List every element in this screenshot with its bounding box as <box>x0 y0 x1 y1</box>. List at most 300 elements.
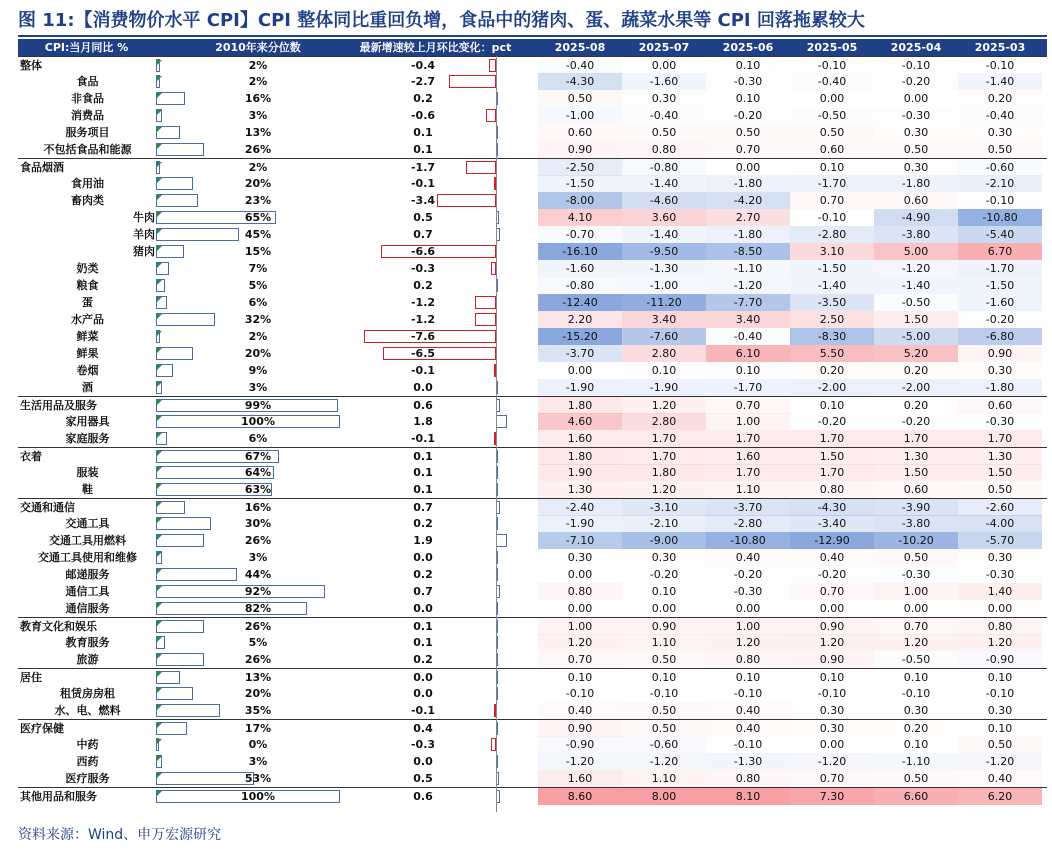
month-value-cell: 0.30 <box>903 126 929 139</box>
month-value-cell: 6.70 <box>958 243 1042 260</box>
table-row <box>18 243 1047 260</box>
header-month-6: 2025-03 <box>974 41 1026 54</box>
month-value-cell: -7.60 <box>622 328 706 345</box>
month-value-cell: 1.40 <box>958 583 1042 600</box>
month-value-cell: -0.20 <box>817 568 847 581</box>
month-value-cell: -1.00 <box>622 277 706 294</box>
month-value-cell: -0.10 <box>817 687 847 700</box>
month-value-cell: -1.70 <box>958 260 1042 277</box>
row-label: 通信服务 <box>65 602 110 615</box>
row-label: 水产品 <box>71 313 104 326</box>
percentile-value: 32% <box>244 313 272 326</box>
month-value-cell: -3.80 <box>874 226 958 243</box>
month-value-cell: 1.20 <box>622 481 706 498</box>
month-value-cell: -7.70 <box>706 294 790 311</box>
month-value-cell: 1.70 <box>958 430 1042 447</box>
percentile-value: 26% <box>244 620 272 633</box>
row-label: 旅游 <box>76 653 99 666</box>
change-value: -0.1 <box>410 432 436 445</box>
row-label: 鞋 <box>82 483 93 496</box>
table-row <box>18 294 1047 311</box>
month-value-cell: 1.00 <box>538 618 622 635</box>
month-value-cell: 1.70 <box>622 448 706 465</box>
month-value-cell: 6.10 <box>706 345 790 362</box>
month-value-cell: 8.10 <box>706 788 790 805</box>
source-note: 资料来源：Wind、申万宏源研究 <box>18 827 222 843</box>
row-label: 猪肉 <box>133 245 155 258</box>
month-value-cell: -1.20 <box>538 753 622 770</box>
month-value-cell: 0.00 <box>987 602 1013 615</box>
month-value-cell: 0.70 <box>874 618 958 635</box>
change-value: 0.0 <box>413 687 433 700</box>
month-value-cell: -1.50 <box>790 260 874 277</box>
month-value-cell: -1.10 <box>874 753 958 770</box>
table-row <box>18 413 1047 430</box>
month-value-cell: 0.80 <box>790 481 874 498</box>
month-value-cell: -0.10 <box>985 194 1015 207</box>
month-value-cell: -0.80 <box>622 159 706 176</box>
table-row <box>18 396 1047 414</box>
change-value: -0.6 <box>410 109 436 122</box>
month-value-cell: -0.40 <box>733 330 763 343</box>
percentile-value: 3% <box>248 755 268 768</box>
row-label: 服装 <box>76 466 99 479</box>
change-value: 0.0 <box>413 755 433 768</box>
month-value-cell: -1.70 <box>706 379 790 396</box>
percentile-value: 7% <box>248 262 268 275</box>
change-value: -2.7 <box>410 75 436 88</box>
percentile-value: 100% <box>241 790 275 803</box>
month-value-cell: 0.40 <box>706 702 790 719</box>
table-row <box>18 141 1047 158</box>
month-value-cell: 8.60 <box>538 788 622 805</box>
table-row <box>18 447 1047 465</box>
percentile-value: 3% <box>248 551 268 564</box>
month-value-cell: 3.40 <box>622 311 706 328</box>
month-value-cell: 0.40 <box>706 720 790 737</box>
month-value-cell: 0.30 <box>987 704 1013 717</box>
month-value-cell: 0.60 <box>874 192 958 209</box>
month-value-cell: -1.40 <box>790 277 874 294</box>
month-value-cell: 0.20 <box>903 364 929 377</box>
month-value-cell: 0.00 <box>819 92 845 105</box>
month-value-cell: -0.10 <box>817 59 847 72</box>
percentile-value: 17% <box>244 722 272 735</box>
row-label: 消费品 <box>71 109 104 122</box>
percentile-value: 64% <box>244 466 272 479</box>
month-value-cell: -2.80 <box>790 226 874 243</box>
percentile-value: 0% <box>248 738 268 751</box>
percentile-value: 3% <box>248 381 268 394</box>
month-value-cell: -0.40 <box>985 109 1015 122</box>
month-value-cell: 0.30 <box>987 551 1013 564</box>
month-value-cell: -0.10 <box>733 687 763 700</box>
change-value: 0.0 <box>413 671 433 684</box>
change-bar <box>496 534 507 547</box>
month-value-cell: -1.00 <box>538 107 622 124</box>
month-value-cell: 2.70 <box>706 209 790 226</box>
month-value-cell: -0.50 <box>790 107 874 124</box>
month-value-cell: -1.20 <box>790 753 874 770</box>
header-month-1: 2025-08 <box>554 41 606 54</box>
month-value-cell: 1.50 <box>874 311 958 328</box>
month-value-cell: 0.10 <box>651 585 677 598</box>
percentile-value: 26% <box>244 143 272 156</box>
month-value-cell: -3.50 <box>790 294 874 311</box>
month-value-cell: 0.70 <box>790 583 874 600</box>
month-value-cell: -0.30 <box>985 568 1015 581</box>
month-value-cell: -11.20 <box>622 294 706 311</box>
month-value-cell: -1.90 <box>538 515 622 532</box>
table-row <box>18 362 1047 379</box>
change-value: 0.5 <box>413 772 433 785</box>
change-bar <box>486 109 496 122</box>
month-value-cell: -0.30 <box>901 109 931 122</box>
month-value-cell: 0.30 <box>651 551 677 564</box>
table-row <box>18 600 1047 617</box>
month-value-cell: -0.10 <box>649 687 679 700</box>
change-value: -0.4 <box>410 59 436 72</box>
month-value-cell: 0.40 <box>790 549 874 566</box>
row-label: 整体 <box>20 59 42 72</box>
month-value-cell: -1.30 <box>706 753 790 770</box>
month-value-cell: -0.10 <box>817 211 847 224</box>
table-row <box>18 651 1047 668</box>
change-value: 0.2 <box>413 568 433 581</box>
month-value-cell: -0.10 <box>985 687 1015 700</box>
table-row <box>18 56 1047 74</box>
table-row <box>18 515 1047 532</box>
month-value-cell: 0.10 <box>819 161 845 174</box>
percentile-value: 2% <box>248 330 268 343</box>
month-value-cell: -5.00 <box>874 328 958 345</box>
month-value-cell: -1.70 <box>790 175 874 192</box>
table-row <box>18 175 1047 192</box>
change-value: 0.1 <box>413 483 433 496</box>
month-value-cell: -3.40 <box>790 515 874 532</box>
month-value-cell: 3.60 <box>622 209 706 226</box>
month-value-cell: 0.10 <box>903 738 929 751</box>
month-value-cell: 0.90 <box>958 345 1042 362</box>
month-value-cell: 0.00 <box>567 568 593 581</box>
change-value: 0.1 <box>413 466 433 479</box>
month-value-cell: 0.00 <box>651 602 677 615</box>
change-value: 0.7 <box>413 501 433 514</box>
month-value-cell: 1.20 <box>958 634 1042 651</box>
month-value-cell: 0.70 <box>706 397 790 414</box>
month-value-cell: 0.80 <box>706 770 790 787</box>
month-value-cell: 2.50 <box>790 311 874 328</box>
change-value: 0.6 <box>413 399 433 412</box>
month-value-cell: -0.50 <box>874 651 958 668</box>
percentile-value: 26% <box>244 653 272 666</box>
month-value-cell: 0.50 <box>622 651 706 668</box>
month-value-cell: 1.70 <box>622 430 706 447</box>
change-value: -1.2 <box>410 313 436 326</box>
month-value-cell: -0.10 <box>985 59 1015 72</box>
month-value-cell: 1.60 <box>538 430 622 447</box>
month-value-cell: 0.00 <box>819 602 845 615</box>
month-value-cell: 0.30 <box>819 722 845 735</box>
month-value-cell: 0.30 <box>903 704 929 717</box>
table-row <box>18 583 1047 600</box>
table-row <box>18 277 1047 294</box>
month-value-cell: -2.00 <box>874 379 958 396</box>
row-label: 交通工具使用和维修 <box>38 551 137 564</box>
month-value-cell: 0.40 <box>538 702 622 719</box>
percentile-value: 5% <box>248 279 268 292</box>
change-value: -7.6 <box>410 330 436 343</box>
month-value-cell: -8.50 <box>706 243 790 260</box>
month-value-cell: 0.90 <box>790 618 874 635</box>
table-row <box>18 481 1047 498</box>
row-label: 中药 <box>76 738 99 751</box>
month-value-cell: -1.80 <box>706 175 790 192</box>
month-value-cell: 1.60 <box>538 770 622 787</box>
table-row <box>18 107 1047 124</box>
row-label: 其他用品和服务 <box>20 790 97 803</box>
month-value-cell: 0.00 <box>735 602 761 615</box>
table-row <box>18 719 1047 737</box>
month-value-cell: -4.90 <box>874 209 958 226</box>
month-value-cell: -4.30 <box>790 499 874 516</box>
percentile-value: 2% <box>248 59 268 72</box>
row-label: 奶类 <box>76 262 99 275</box>
change-value: 0.1 <box>413 620 433 633</box>
change-value: 0.5 <box>413 211 433 224</box>
month-value-cell: -1.50 <box>538 175 622 192</box>
table-row <box>18 311 1047 328</box>
percentile-value: 6% <box>248 296 268 309</box>
change-value: -0.3 <box>410 738 436 751</box>
month-value-cell: 1.70 <box>790 464 874 481</box>
month-value-cell: 0.90 <box>538 720 622 737</box>
table-row <box>18 90 1047 107</box>
change-value: 0.7 <box>413 585 433 598</box>
row-label: 酒 <box>82 381 93 394</box>
change-value: -1.2 <box>410 296 436 309</box>
header-cpi: CPI:当月同比 % <box>44 41 129 54</box>
month-value-cell: -1.20 <box>874 260 958 277</box>
month-value-cell: 0.80 <box>622 141 706 158</box>
month-value-cell: -0.50 <box>874 294 958 311</box>
month-value-cell: -8.30 <box>790 328 874 345</box>
row-label: 教育文化和娱乐 <box>20 620 97 633</box>
month-value-cell: -0.20 <box>733 568 763 581</box>
month-value-cell: 0.20 <box>987 92 1013 105</box>
table-row <box>18 73 1047 90</box>
month-value-cell: -0.30 <box>733 75 763 88</box>
month-value-cell: 1.50 <box>958 464 1042 481</box>
month-value-cell: 0.10 <box>735 364 761 377</box>
change-value: 0.1 <box>413 126 433 139</box>
month-value-cell: -1.60 <box>958 294 1042 311</box>
month-value-cell: 0.50 <box>874 549 958 566</box>
month-value-cell: -3.80 <box>874 515 958 532</box>
month-value-cell: 0.20 <box>819 364 845 377</box>
change-value: -3.4 <box>410 194 436 207</box>
change-value: -0.1 <box>410 704 436 717</box>
month-value-cell: 0.00 <box>903 602 929 615</box>
row-label: 水、电、燃料 <box>54 704 121 717</box>
table-row <box>18 192 1047 209</box>
percentile-value: 63% <box>244 483 272 496</box>
percentile-value: 6% <box>248 432 268 445</box>
month-value-cell: -0.30 <box>733 585 763 598</box>
table-row <box>18 685 1047 702</box>
month-value-cell: -2.80 <box>706 515 790 532</box>
month-value-cell: 0.10 <box>735 92 761 105</box>
row-label: 牛肉 <box>133 211 155 224</box>
month-value-cell: 0.50 <box>622 702 706 719</box>
month-value-cell: 2.20 <box>538 311 622 328</box>
month-value-cell: 0.60 <box>958 397 1042 414</box>
month-value-cell: -1.20 <box>706 277 790 294</box>
page-title: 图 11:【消费物价水平 CPI】CPI 整体同比重回负增，食品中的猪肉、蛋、蔬菜水果等 CPI 回落拖累较大 <box>18 10 865 31</box>
row-label: 鲜果 <box>76 347 99 360</box>
row-label: 食品 <box>76 75 99 88</box>
change-value: 0.2 <box>413 92 433 105</box>
month-value-cell: 0.50 <box>874 141 958 158</box>
table-row <box>18 158 1047 176</box>
row-label: 蛋 <box>82 296 93 309</box>
table-row <box>18 209 1047 226</box>
percentile-value: 2% <box>248 161 268 174</box>
month-value-cell: -0.90 <box>958 651 1042 668</box>
month-value-cell: 0.90 <box>790 651 874 668</box>
month-value-cell: 1.70 <box>790 430 874 447</box>
month-value-cell: 1.20 <box>874 634 958 651</box>
month-value-cell: 1.70 <box>874 430 958 447</box>
month-value-cell: 1.80 <box>538 448 622 465</box>
month-value-cell: 0.10 <box>735 59 761 72</box>
month-value-cell: 1.00 <box>706 618 790 635</box>
month-value-cell: 0.80 <box>538 583 622 600</box>
table-row <box>18 617 1047 635</box>
change-value: -0.3 <box>410 262 436 275</box>
month-value-cell: 1.60 <box>706 448 790 465</box>
month-value-cell: -1.40 <box>874 277 958 294</box>
row-label: 家用器具 <box>65 415 110 428</box>
row-label: 通信工具 <box>65 585 110 598</box>
month-value-cell: 1.30 <box>538 481 622 498</box>
percentile-value: 26% <box>244 534 272 547</box>
month-value-cell: 0.80 <box>706 651 790 668</box>
change-value: 1.8 <box>413 415 433 428</box>
table-row <box>18 464 1047 481</box>
row-label: 食用油 <box>71 177 104 190</box>
row-label: 交通和通信 <box>20 501 75 514</box>
month-value-cell: -3.70 <box>706 499 790 516</box>
row-label: 粮食 <box>76 279 99 292</box>
month-value-cell: -4.60 <box>622 192 706 209</box>
header-change: 最新增速较上月环比变化：pct <box>359 41 512 54</box>
month-value-cell: 1.20 <box>538 634 622 651</box>
row-label: 羊肉 <box>133 228 155 241</box>
table-row <box>18 549 1047 566</box>
percentile-value: 3% <box>248 109 268 122</box>
month-value-cell: 0.30 <box>987 126 1013 139</box>
month-value-cell: -1.30 <box>622 260 706 277</box>
row-label: 服务项目 <box>65 126 110 139</box>
month-value-cell: -16.10 <box>538 243 622 260</box>
month-value-cell: 0.70 <box>538 651 622 668</box>
row-label: 衣着 <box>20 450 42 463</box>
change-value: 0.4 <box>413 722 433 735</box>
row-label: 畜肉类 <box>71 194 104 207</box>
title-rule <box>18 35 1047 37</box>
month-value-cell: 1.10 <box>622 634 706 651</box>
month-value-cell: -15.20 <box>538 328 622 345</box>
row-label: 交通工具 <box>65 517 110 530</box>
month-value-cell: -2.50 <box>538 159 622 176</box>
percentile-value: 67% <box>244 450 272 463</box>
change-zero-axis <box>496 56 497 812</box>
change-value: 0.1 <box>413 143 433 156</box>
month-value-cell: -1.40 <box>958 73 1042 90</box>
month-value-cell: -3.10 <box>622 499 706 516</box>
month-value-cell: 4.10 <box>538 209 622 226</box>
month-value-cell: 1.10 <box>622 770 706 787</box>
month-value-cell: -0.30 <box>985 415 1015 428</box>
month-value-cell: -9.50 <box>622 243 706 260</box>
month-value-cell: -0.70 <box>538 226 622 243</box>
month-value-cell: -0.40 <box>565 59 595 72</box>
month-value-cell: 1.20 <box>706 634 790 651</box>
row-label: 医疗服务 <box>65 772 110 785</box>
month-value-cell: -4.20 <box>706 192 790 209</box>
month-value-cell: -9.00 <box>622 532 706 549</box>
percentile-value: 2% <box>248 75 268 88</box>
row-label: 食品烟酒 <box>20 161 64 174</box>
row-label: 鲜菜 <box>76 330 99 343</box>
month-value-cell: -0.10 <box>901 59 931 72</box>
month-value-cell: -1.80 <box>874 175 958 192</box>
row-label: 非食品 <box>71 92 104 105</box>
month-value-cell: -6.80 <box>958 328 1042 345</box>
change-value: -6.5 <box>410 347 436 360</box>
month-value-cell: -0.60 <box>622 736 706 753</box>
month-value-cell: -0.20 <box>985 313 1015 326</box>
month-value-cell: 0.90 <box>622 618 706 635</box>
percentile-value: 5% <box>248 636 268 649</box>
table-row <box>18 787 1047 805</box>
month-value-cell: 1.50 <box>874 464 958 481</box>
change-value: 1.9 <box>413 534 433 547</box>
table-row <box>18 736 1047 753</box>
table-row <box>18 124 1047 141</box>
month-value-cell: -1.90 <box>538 379 622 396</box>
month-value-cell: -1.40 <box>622 175 706 192</box>
month-value-cell: 0.50 <box>790 124 874 141</box>
row-label: 家庭服务 <box>65 432 110 445</box>
month-value-cell: 0.30 <box>903 161 929 174</box>
row-label: 交通工具用燃料 <box>49 534 126 547</box>
month-value-cell: 0.30 <box>819 704 845 717</box>
header-percentile: 2010年来分位数 <box>215 41 301 54</box>
month-value-cell: 0.20 <box>903 399 929 412</box>
percentile-value: 65% <box>244 211 272 224</box>
month-value-cell: -2.40 <box>538 499 622 516</box>
month-value-cell: 0.10 <box>987 671 1013 684</box>
month-value-cell: 0.00 <box>819 738 845 751</box>
month-value-cell: -2.10 <box>958 175 1042 192</box>
month-value-cell: 0.50 <box>958 481 1042 498</box>
month-value-cell: 0.20 <box>903 722 929 735</box>
month-value-cell: 1.00 <box>706 413 790 430</box>
row-label: 卷烟 <box>76 364 99 377</box>
percentile-value: 92% <box>244 585 272 598</box>
